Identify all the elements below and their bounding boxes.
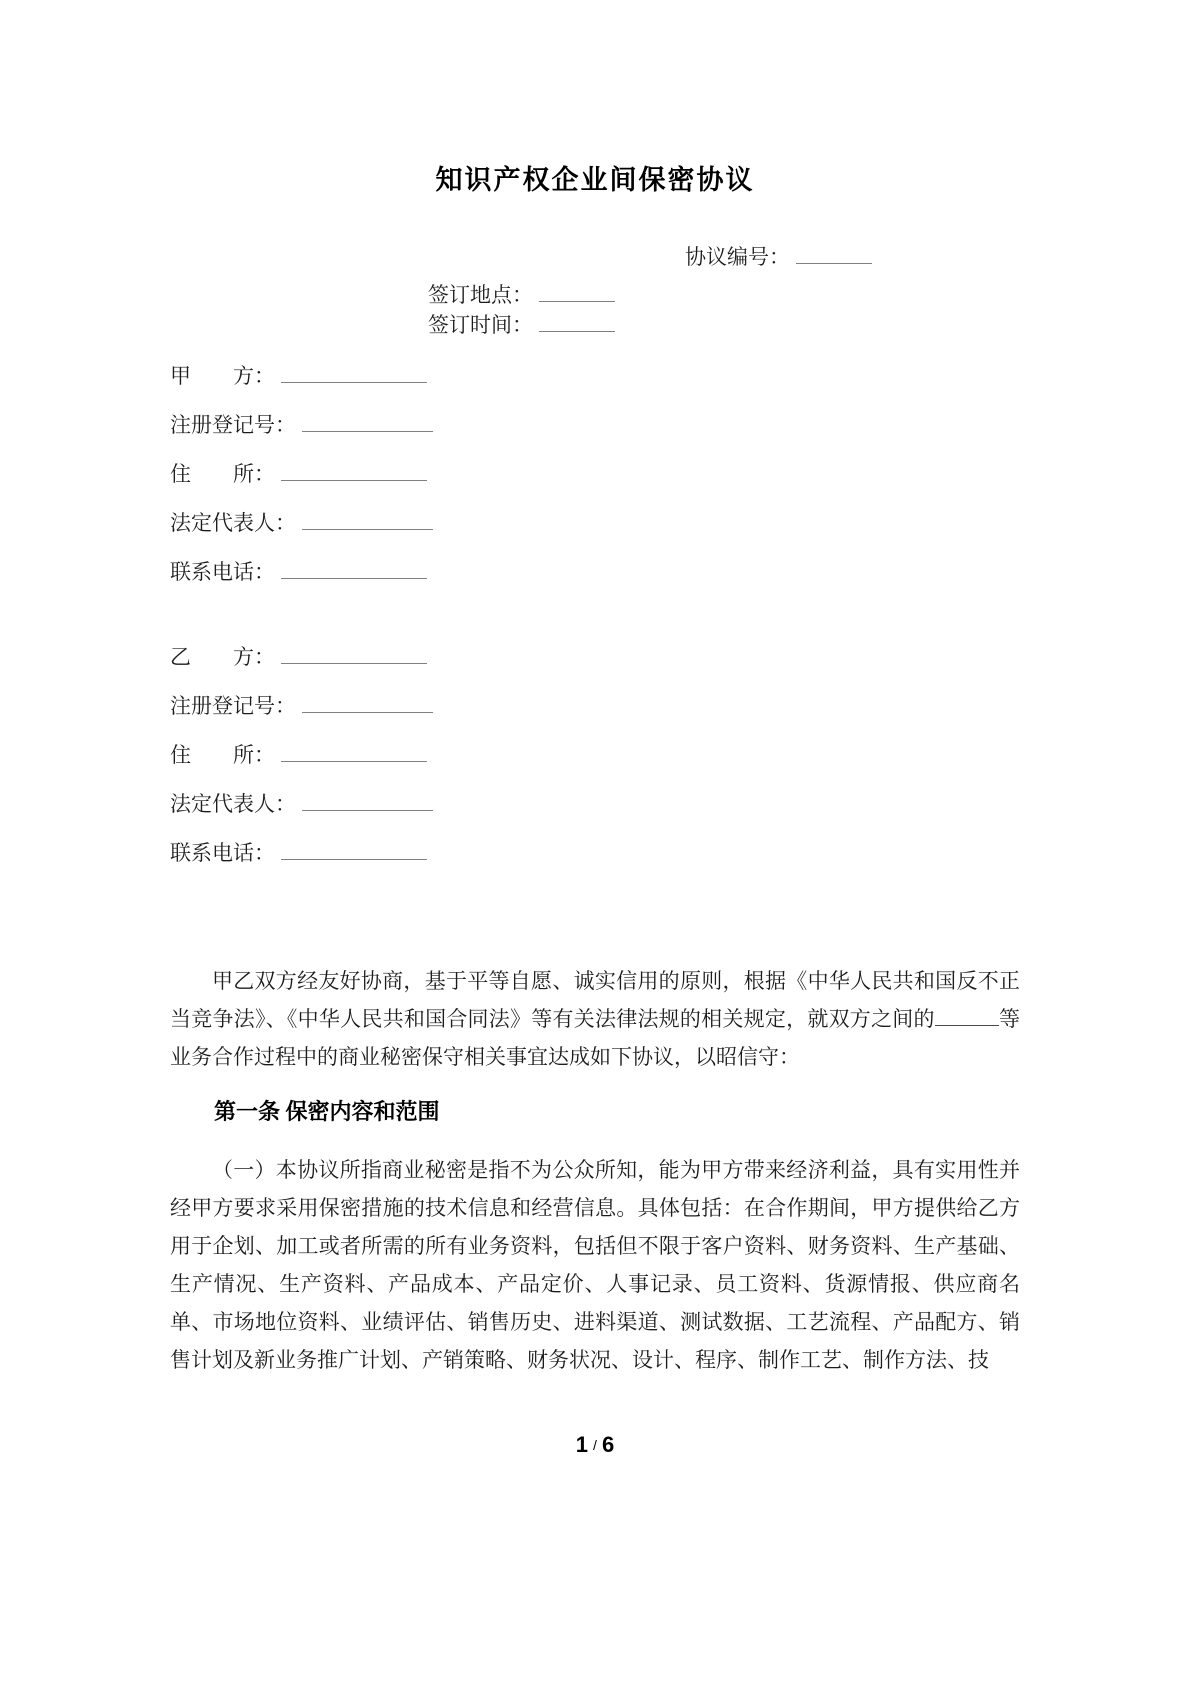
party-b-registration-blank xyxy=(302,691,433,713)
current-page-number: 1 xyxy=(575,1432,589,1457)
party-b-phone-row xyxy=(170,838,1020,868)
party-a-address-label: 住 所： xyxy=(170,462,275,486)
intro-text-after-blank: 等业务合作过程中的商业秘密保守相关事宜达成如下协议，以昭信守： xyxy=(170,1007,1021,1069)
party-b-legal-rep-blank xyxy=(302,789,433,811)
party-b-legal-rep-row xyxy=(170,789,1020,819)
signing-time-blank xyxy=(539,310,615,332)
party-b-name-blank xyxy=(281,642,427,664)
document-title: 知识产权企业间保密协议 xyxy=(435,165,755,195)
party-a-registration-blank xyxy=(302,410,433,432)
agreement-number-row xyxy=(685,242,1020,270)
party-a-address-row xyxy=(170,459,1020,489)
party-a-address-blank xyxy=(281,459,427,481)
party-b-legal-rep-label: 法定代表人： xyxy=(170,792,296,816)
total-page-count: 6 xyxy=(601,1432,615,1457)
party-a-legal-rep-row xyxy=(170,508,1020,538)
party-a-registration-row xyxy=(170,410,1020,440)
party-a-registration-label: 注册登记号： xyxy=(170,413,296,437)
party-a-name-blank xyxy=(281,361,427,383)
party-a-phone-label: 联系电话： xyxy=(170,560,275,584)
signing-time-row xyxy=(428,310,1020,338)
party-a-name-row xyxy=(170,361,1020,391)
party-b-name-label: 乙 方： xyxy=(170,645,275,669)
party-a-section xyxy=(170,361,1020,587)
party-a-name-label: 甲 方： xyxy=(170,364,275,388)
intro-paragraph xyxy=(170,962,1020,1076)
signing-place-label: 签订地点： xyxy=(428,283,533,307)
party-b-address-blank xyxy=(281,740,427,762)
business-scope-blank xyxy=(935,1004,999,1026)
signing-place-row xyxy=(428,280,1020,308)
signing-time-label: 签订时间： xyxy=(428,313,533,337)
party-b-section xyxy=(170,642,1020,868)
agreement-number-blank xyxy=(796,242,872,264)
agreement-number-label: 协议编号： xyxy=(685,245,790,269)
page-number-separator: / xyxy=(593,1437,597,1453)
section-1-heading: 第一条 保密内容和范围 xyxy=(214,1099,440,1124)
party-a-legal-rep-blank xyxy=(302,508,433,530)
intro-text-before-blank: 甲乙双方经友好协商，基于平等自愿、诚实信用的原则，根据《中华人民共和国反不正当竞争法》、《中华人民共和国合同法》等有关法律法规的相关规定，就双方之间的 xyxy=(170,969,1020,1031)
party-b-address-label: 住 所： xyxy=(170,743,275,767)
signing-place-blank xyxy=(539,280,615,302)
party-b-registration-label: 注册登记号： xyxy=(170,694,296,718)
document-page xyxy=(170,0,1020,1458)
party-b-registration-row xyxy=(170,691,1020,721)
page-number-footer xyxy=(170,1432,1020,1458)
party-b-name-row xyxy=(170,642,1020,672)
party-a-legal-rep-label: 法定代表人： xyxy=(170,511,296,535)
clause-1-paragraph: （一）本协议所指商业秘密是指不为公众所知，能为甲方带来经济利益，具有实用性并经甲方要求采用保密措施的技术信息和经营信息。具体包括：在合作期间，甲方提供给乙方用于企划、加工或者所需的所有业务资料，包括但不限于客户资料、财务资料、生产基础、生产情况、生产资料、产品成本、产品定价、人事记录、员工资料、货源情报、供应商名单、市场地位资料、业绩评估、销售历史、进料渠道、测试数据、工艺流程、产品配方、销售计划及新业务推广计划、产销策略、财务状况、设计、程序、制作工艺、制作方法、技 xyxy=(170,1158,1020,1372)
party-b-phone-blank xyxy=(281,838,427,860)
party-a-phone-row xyxy=(170,557,1020,587)
party-a-phone-blank xyxy=(281,557,427,579)
party-b-phone-label: 联系电话： xyxy=(170,841,275,865)
party-b-address-row xyxy=(170,740,1020,770)
